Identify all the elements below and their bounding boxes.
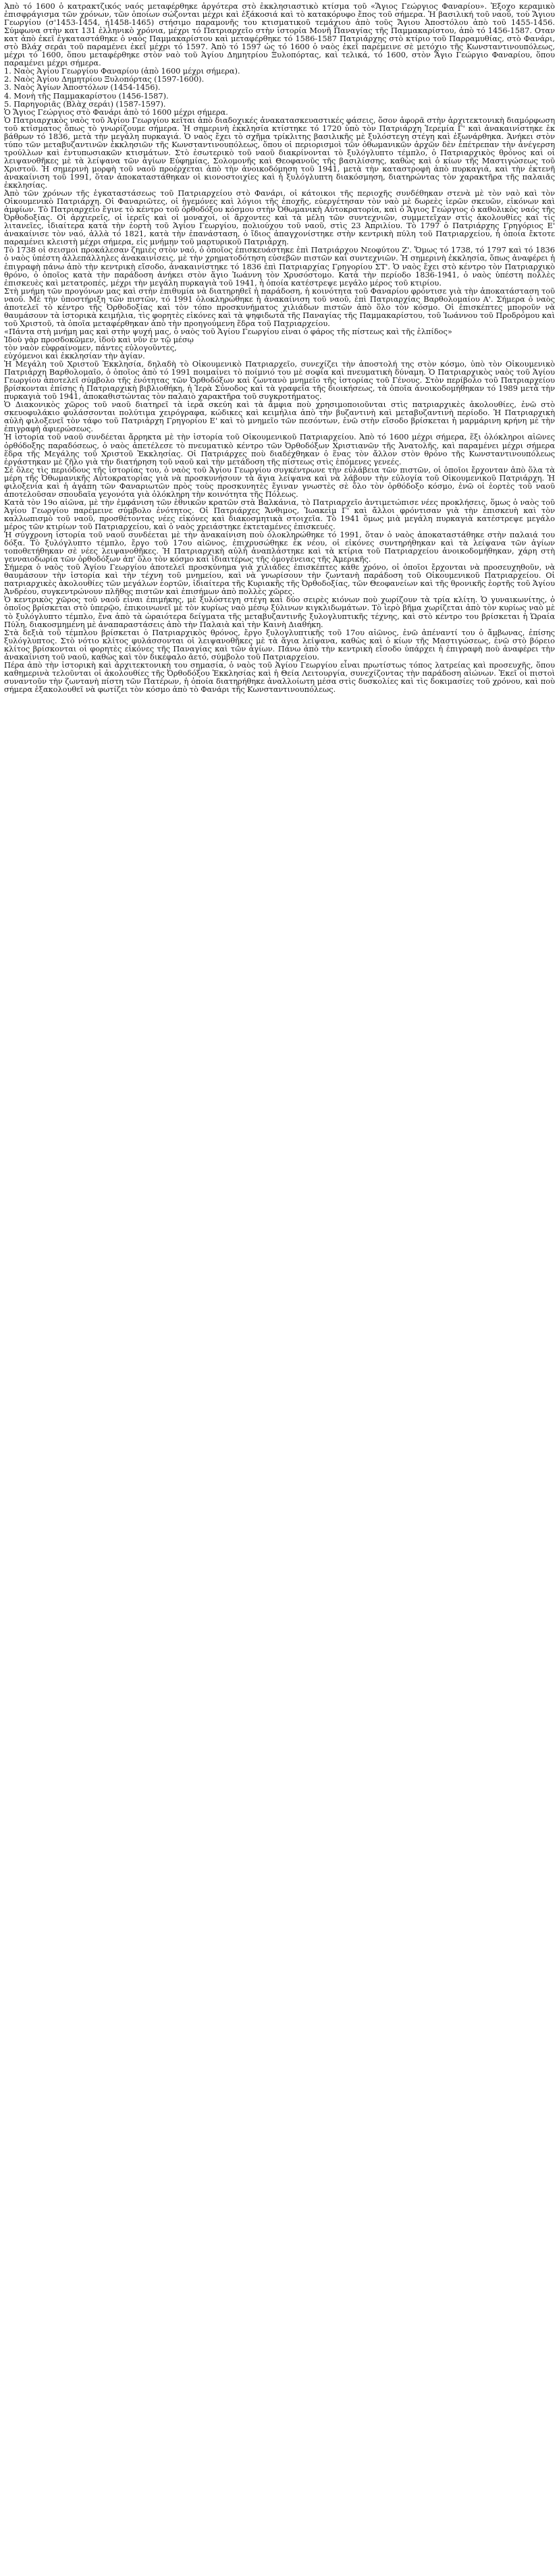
- paragraph-intro: Ἀπὸ τό 1600 ὁ κατρακτζικός ναός μεταφέρθηκε ἀργότερα στὸ ἐκκλησιαστικὸ κτίσμα τοῦ «Ἅγιος Γεώργιος Φαναρίου». Ἐξοχο κεραμικὸ ἐπισφράγισμα τῶν χρόνων, τῶν ὁποίων σώζονται μέχρι καὶ ἑξάκοσιά καὶ τὸ κατακόρυφο ἔπος τοῦ σήμερα. Ἡ βασιλική τοῦ ναοῦ, τοὺ Ἅγιου Γεωργίου (σ'1453-1454, ή1458-1465) στήσιμο παραμονῆς του κτισματικοῦ τεμάχιου ἀπὸ τοῦς Ἄγιου Ἀποστόλου ἀπὸ τοῦ 1455-1456. Σύμφωνα στὴν κατ 131 ἐλληνικὸ χρόνια, μέχρι τό Πατριαρχεῖο στὴν ἱστορία Μονῆ Παναγίας τῆς Παμμακαρίστου, ἀπὸ τό 1456-1587. Οταν κατ ἀπὸ ἐκεῖ ἐγκαταστάθηκε ὁ ναὸς Παμμακαρίστου καὶ μεταφέρθηκε τό 1586-1587 Πατριάρχης στὸ κτίριο τοῦ Παρραμυθίας, στὸ Φανάρι, στὸ Βλάχ σεράι τοῦ παραμένει ἐκεῖ μέχρι τό 1597. Ἀπὸ τό 1597 ὡς τό 1600 ὁ ναὸς ἐκεῖ παρέμεινε σὲ μετόχιο τῆς Κωνσταντινουπόλεως, μέχρι τό 1600, ὅπου μεταφέρθηκε στὸν ναὸ τοῦ Ἁγίου Δημητρίου Ξυλοπόρτας, καὶ τελικά, τό 1600, στὸν Ἅγιο Γεώργιο Φαναρίου, ὅπου παραμένει μέχρι σήμερα.: [4, 1, 555, 68]
- paragraph: Ὁ κεντρικὸς χῶρος τοῦ ναοῦ εἶναι ἐπιμήκης, μὲ ξυλόστεγη στέγη καὶ δύο σειρὲς κιόνων ποὺ χωρίζουν τὰ τρία κλίτη. Ὁ γυναικωνίτης, ὁ ὁποῖος βρίσκεται στὸ ὑπερῷο, ἐπικοινωνεῖ μὲ τὸν κυρίως ναὸ μέσῳ ξύλινων κιγκλιδωμάτων. Τὸ ἱερὸ βῆμα χωρίζεται ἀπὸ τὸν κυρίως ναὸ μὲ τὸ ξυλόγλυπτο τέμπλο, ἕνα ἀπὸ τὰ ὡραιότερα δείγματα τῆς μεταβυζαντινῆς ξυλογλυπτικῆς τέχνης, καὶ στὸ κέντρο του βρίσκεται ἡ Ὡραία Πύλη, διακοσμημένη μὲ ἀναπαραστάσεις ἀπὸ τὴν Παλαιὰ καὶ τὴν Καινὴ Διαθήκη.: [4, 595, 555, 629]
- verse-line: τὸν ναὸν εὐφραίνομεν, πάντες εὐλογοῦντες,: [4, 342, 177, 352]
- paragraph: Ἀπὸ τῶν χρόνων τῆς ἐγκαταστάσεως τοῦ Πατριαρχείου στὸ Φανάρι, οἱ κάτοικοι τῆς περιοχῆς συνδέθηκαν στενὰ μὲ τὸν ναὸ καὶ τὸν Οἰκουμενικὸ Πατριάρχη. Οἱ Φαναριῶτες, οἱ ἡγεμόνες καὶ λόγιοι τῆς ἐποχῆς, εὐεργέτησαν τὸν ναὸ μὲ δωρεὲς ἱερῶν σκευῶν, εἰκόνων καὶ ἀμφίων. Τὸ Πατριαρχεῖο ἔγινε τὸ κέντρο τοῦ ὀρθοδόξου κόσμου στὴν Ὀθωμανικὴ Αὐτοκρατορία, καὶ ὁ Ἅγιος Γεώργιος ὁ καθολικὸς ναός τῆς Ὀρθοδοξίας. Οἱ ἀρχιερεῖς, οἱ ἱερεῖς καὶ οἱ μοναχοί, οἱ ἄρχοντες καὶ τὰ μέλη τῶν συντεχνιῶν, συμμετεῖχαν στὶς ἀκολουθίες καὶ τὶς λιτανεῖες, ἰδιαίτερα κατὰ τὴν ἑορτὴ τοῦ Ἁγίου Γεωργίου, πολιούχου τοῦ ναοῦ, στὶς 23 Ἀπριλίου. Τὸ 1797 ὁ Πατριάρχης Γρηγόριος Ε' ἀνακαίνισε τὸν ναό, ἀλλὰ τό 1821, κατὰ τὴν ἐπανάσταση, ὁ ἴδιος ἀπαγχονίστηκε στὴν κεντρικὴ πύλη τοῦ Πατριαρχείου, ἡ ὁποία ἔκτοτε παραμένει κλειστὴ μέχρι σήμερα, εἰς μνήμην τοῦ μαρτυρικοῦ Πατριάρχη.: [4, 188, 555, 247]
- document-page: [4, 2, 555, 2573]
- paragraph: Στὴ μνήμη τῶν προγόνων μας καὶ στὴν ἐπιθυμία νὰ διατηρηθεῖ ἡ παράδοση, ἡ κοινότητα τοῦ Φαναρίου φρόντισε γιὰ τὴν ἀποκατάσταση τοῦ ναοῦ. Μὲ τὴν ὑποστήριξη τῶν πιστῶν, τό 1991 ὁλοκληρώθηκε ἡ ἀνακαίνιση τοῦ ναοῦ, ἐπὶ Πατριαρχίας Βαρθολομαίου Α'. Σήμερα ὁ ναὸς ἀποτελεῖ τὸ κέντρο τῆς Ὀρθοδοξίας καὶ τὸν τόπο προσκυνήματος χιλιάδων πιστῶν ἀπὸ ὅλο τὸν κόσμο. Οἱ ἐπισκέπτες μποροῦν νὰ θαυμάσουν τὰ ἱστορικὰ κειμήλια, τὶς φορητὲς εἰκόνες καὶ τὰ ψηφιδωτὰ τῆς Παναγίας τῆς Παμμακαρίστου, τοῦ Ἰωάννου τοῦ Προδρόμου καὶ τοῦ Χριστοῦ, τὰ ὁποῖα μεταφέρθηκαν ἀπὸ τὴν προηγούμενη ἕδρα τοῦ Πατριαρχείου.: [4, 286, 555, 328]
- paragraph-closing: Πέρα ἀπὸ τὴν ἱστορικὴ καὶ ἀρχιτεκτονικὴ του σημασία, ὁ ναὸς τοῦ Ἁγίου Γεωργίου εἶναι πρωτίστως τόπος λατρείας καὶ προσευχῆς, ὅπου καθημερινὰ τελοῦνται οἱ ἀκολουθίες τῆς Ὀρθοδόξου Ἐκκλησίας καὶ ἡ Θεία Λειτουργία, συνεχίζοντας τὴν παράδοση αἰώνων. Ἐκεῖ οἱ πιστοὶ συναντοῦν τὴν ζωντανὴ πίστη τῶν Πατέρων, ἡ ὁποία διατηρήθηκε ἀναλλοίωτη μέσα στὶς δυσκολίες καὶ τὶς δοκιμασίες τοῦ χρόνου, καὶ ποὺ σήμερα ἐξακολουθεῖ νὰ φωτίζει τὸν κόσμο ἀπὸ τὸ Φανάρι τῆς Κωνσταντινουπόλεως.: [4, 660, 555, 694]
- paragraph: Ἡ Μεγάλη τοῦ Χριστοῦ Ἐκκλησία, δηλαδὴ τὸ Οἰκουμενικὸ Πατριαρχεῖο, συνεχίζει τὴν ἀποστολή της στὸν κόσμο, ὑπὸ τὸν Οἰκουμενικὸ Πατριάρχη Βαρθολομαῖο, ὁ ὁποῖος ἀπὸ τό 1991 ποιμαίνει τὸ ποίμνιό του μὲ σοφία καὶ πνευματικὴ δύναμη. Ὁ Πατριαρχικὸς ναὸς τοῦ Ἁγίου Γεωργίου ἀποτελεῖ σύμβολο τῆς ἑνότητας τῶν Ὀρθοδόξων καὶ ζωντανὸ μνημεῖο τῆς ἱστορίας τοῦ Γένους. Στὸν περίβολο τοῦ Πατριαρχείου βρίσκονται ἐπίσης ἡ Πατριαρχικὴ βιβλιοθήκη, ἡ Ἱερὰ Σύνοδος καὶ τὰ γραφεῖα τῆς διοικήσεως, τὰ ὁποῖα ἀνοικοδομήθηκαν τό 1989 μετὰ τὴν πυρκαγιὰ τοῦ 1941, ἀποκαθιστώντας τὸν παλαιὸ χαρακτῆρα τοῦ συγκροτήματος.: [4, 359, 555, 402]
- paragraph: Ἡ σύγχρονη ἱστορία τοῦ ναοῦ συνδέεται μὲ τὴν ἀνακαίνιση ποὺ ὁλοκληρώθηκε τό 1991, ὅταν ὁ ναὸς ἀποκαταστάθηκε στὴν παλαιά του δόξα. Τὸ ξυλόγλυπτο τέμπλο, ἔργο τοῦ 17ου αἰῶνος, ἐπιχρυσώθηκε ἐκ νέου, οἱ εἰκόνες συντηρήθηκαν καὶ τὰ λείψανα τῶν ἁγίων τοποθετήθηκαν σὲ νέες λειψανοθῆκες. Ἡ Πατριαρχικὴ αὐλὴ ἀναπλάστηκε καὶ τὰ κτίρια τοῦ Πατριαρχείου ἀνοικοδομήθηκαν, χάρη στὴ γενναιοδωρία τῶν ὀρθοδόξων ἀπ' ὅλο τὸν κόσμο καὶ ἰδιαιτέρως τῆς ὁμογένειας τῆς Ἀμερικῆς.: [4, 530, 555, 564]
- paragraph: Ἡ ἱστορία τοῦ ναοῦ συνδέεται ἄρρηκτα μὲ τὴν ἱστορία τοῦ Οἰκουμενικοῦ Πατριαρχείου. Ἀπὸ τό 1600 μέχρι σήμερα, ἕξι ὁλόκληροι αἰῶνες ὀρθόδοξης παραδόσεως, ὁ ναὸς ἀπετέλεσε τὸ πνευματικὸ κέντρο τῶν Ὀρθοδόξων Χριστιανῶν τῆς Ἀνατολῆς, καὶ παραμένει μέχρι σήμερα ἕδρα τῆς Μεγάλης τοῦ Χριστοῦ Ἐκκλησίας. Οἱ Πατριάρχες ποὺ διαδέχθηκαν ὁ ἕνας τὸν ἄλλον στὸν θρόνο τῆς Κωνσταντινουπόλεως ἐργάστηκαν μὲ ζῆλο γιὰ τὴν διατήρηση τοῦ ναοῦ καὶ τὴν μετάδοση τῆς πίστεως στὶς ἑπόμενες γενεές.: [4, 432, 555, 466]
- paragraph: Σήμερα ὁ ναὸς τοῦ Ἁγίου Γεωργίου ἀποτελεῖ προσκύνημα γιὰ χιλιάδες ἐπισκέπτες κάθε χρόνο, οἱ ὁποῖοι ἔρχονται νὰ προσευχηθοῦν, νὰ θαυμάσουν τὴν ἱστορία καὶ τὴν τέχνη τοῦ μνημείου, καὶ νὰ γνωρίσουν τὴν ζωντανὴ παράδοση τοῦ Οἰκουμενικοῦ Πατριαρχείου. Οἱ πατριαρχικὲς ἀκολουθίες τῶν μεγάλων ἑορτῶν, ἰδιαίτερα τῆς Κυριακῆς τῆς Ὀρθοδοξίας, τῶν Θεοφανείων καὶ τῆς θρονικῆς ἑορτῆς τοῦ Ἁγίου Ἀνδρέου, συγκεντρώνουν πλῆθος πιστῶν καὶ ἐπισήμων ἀπὸ πολλὲς χῶρες.: [4, 562, 555, 597]
- paragraph: Ὁ Πατριαρχικὸς ναὸς τοῦ Ἁγίου Γεωργίου κεῖται ἀπὸ διαδοχικές ἀνακατασκευαστικές φάσεις, ὅσον ἀφορᾶ στὴν ἀρχιτεκτονικὴ διαμόρφωση τοῦ κτίσματος ὅπως τὸ γνωρίζουμε σήμερα. Ἡ σημερινὴ ἐκκλησία κτίστηκε τό 1720 ὑπὸ τὸν Πατριάρχη Ἱερεμία Γ' καὶ ἀνακαινίστηκε ἐκ βάθρων τό 1836, μετὰ τὴν μεγάλη πυρκαγιά. Ὁ ναὸς ἔχει τὸ σχῆμα τρίκλιτης βασιλικῆς μὲ ξυλόστεγη στέγη καὶ ἐξωνάρθηκα. Ἀνήκει στὸν τύπο τῶν μεταβυζαντινῶν ἐκκλησιῶν τῆς Κωνσταντινουπόλεως, ὅπου οἱ περιορισμοὶ τῶν ὀθωμανικῶν ἀρχῶν δὲν ἐπέτρεπαν τὴν ἀνέγερση τρούλλων καὶ ἐντυπωσιακῶν κτισμάτων. Στὸ ἐσωτερικὸ τοῦ ναοῦ διακρίνονται τὸ ξυλόγλυπτο τέμπλο, ὁ Πατριαρχικὸς θρόνος καὶ οἱ λειψανοθῆκες μὲ τὰ λείψανα τῶν ἁγίων Εὐφημίας, Σολομονῆς καὶ Θεοφανοῦς τῆς βασιλίσσης, καθὼς καὶ ὁ κίων τῆς Μαστιγώσεως τοῦ Χριστοῦ. Ἡ σημερινὴ μορφὴ τοῦ ναοῦ προέρχεται ἀπὸ τὴν ἀνοικοδόμηση τοῦ 1941, μετὰ τὴν καταστροφὴ ἀπὸ πυρκαγιά, καὶ τὴν ἐκτενῆ ἀνακαίνιση τοῦ 1991, ὅταν ἀποκαταστάθηκαν οἱ κιονοστοιχίες καὶ ἡ ξυλόγλυπτη διακόσμηση, διατηρώντας τὸν χαρακτῆρα τῆς παλαιᾶς ἐκκλησίας.: [4, 115, 555, 190]
- list-item-location-1: 1. Ναὸς Ἁγίου Γεωργίου Φαναρίου (ἀπὸ 1600 μέχρι σήμερα).: [4, 66, 240, 76]
- paragraph: Στὰ δεξιὰ τοῦ τέμπλου βρίσκεται ὁ Πατριαρχικὸς θρόνος, ἔργο ξυλογλυπτικῆς τοῦ 17ου αἰῶνος, ἐνῶ ἀπέναντί του ὁ ἄμβωνας, ἐπίσης ξυλόγλυπτος. Στὸ νότιο κλίτος φυλάσσονται οἱ λειψανοθῆκες μὲ τὰ ἅγια λείψανα, καθὼς καὶ ὁ κίων τῆς Μαστιγώσεως, ἐνῶ στὸ βόρειο κλίτος βρίσκονται οἱ φορητὲς εἰκόνες τῆς Παναγίας καὶ τῶν ἁγίων. Πάνω ἀπὸ τὴν κεντρικὴ εἴσοδο ὑπάρχει ἡ ἐπιγραφὴ ποὺ ἀναφέρει τὴν ἀνακαίνιση τοῦ ναοῦ, καθὼς καὶ τὸν δικέφαλο ἀετό, σύμβολο τοῦ Πατριαρχείου.: [4, 627, 555, 662]
- list-item-location-2: 2. Ναὸς Ἁγίου Δημητρίου Ξυλοπόρτας (1597-1600).: [4, 74, 205, 84]
- paragraph: Σὲ ὅλες τὶς περιόδους τῆς ἱστορίας του, ὁ ναὸς τοῦ Ἁγίου Γεωργίου συγκέντρωνε τὴν εὐλάβεια τῶν πιστῶν, οἱ ὁποῖοι ἔρχονταν ἀπὸ ὅλα τὰ μέρη τῆς Ὀθωμανικῆς Αὐτοκρατορίας γιὰ νὰ προσκυνήσουν τὰ ἅγια λείψανα καὶ νὰ λάβουν τὴν εὐλογία τοῦ Οἰκουμενικοῦ Πατριάρχη. Ἡ φιλοξενία καὶ ἡ ἀγάπη τῶν Φαναριωτῶν πρὸς τοὺς προσκυνητὲς ἔγιναν γνωστὲς σὲ ὅλο τὸν ὀρθόδοξο κόσμο, ἐνῶ οἱ ἑορτὲς τοῦ ναοῦ ἀποτελοῦσαν σπουδαῖα γεγονότα γιὰ ὁλόκληρη τὴν κοινότητα τῆς Πόλεως.: [4, 464, 555, 499]
- verse-line: εὐχόμενοι καὶ ἐκκλησίαν τὴν ἁγίαν.: [4, 351, 145, 361]
- paragraph: Ὁ Διακονικὸς χῶρος τοῦ ναοῦ διατηρεῖ τὰ ἱερὰ σκεύη καὶ τὰ ἄμφια ποὺ χρησιμοποιοῦνται στὶς πατριαρχικὲς ἀκολουθίες, ἐνῶ στὸ σκευοφυλάκιο φυλάσσονται πολύτιμα χειρόγραφα, κώδικες καὶ κειμήλια ἀπὸ τὴν βυζαντινὴ καὶ μεταβυζαντινὴ περίοδο. Ἡ Πατριαρχικὴ αὐλὴ φιλοξενεῖ τὸν τάφο τοῦ Πατριάρχη Γρηγορίου Ε' καὶ τὸ μνημεῖο τῶν πεσόντων, ἐνῶ στὴν εἴσοδο βρίσκεται ἡ μαρμάρινη κρήνη μὲ τὴν ἐπιγραφὴ ἀφιερώσεως.: [4, 400, 555, 434]
- quote-line: «Πάντα στὴ μνήμη μας καὶ στὴν ψυχή μας, ὁ ναὸς τοῦ Ἁγίου Γεωργίου εἶναι ὁ φάρος τῆς πίστεως καὶ τῆς ἐλπίδος»: [4, 326, 452, 336]
- verse-line: Ἰδοὺ γὰρ προσδοκῶμεν, ἰδοὺ καὶ νῦν ἐν τῷ μέσῳ: [4, 334, 194, 344]
- paragraph: Κατὰ τὸν 19ο αἰῶνα, μὲ τὴν ἐμφάνιση τῶν ἐθνικῶν κρατῶν στὰ Βαλκάνια, τὸ Πατριαρχεῖο ἀντιμετώπισε νέες προκλήσεις, ὅμως ὁ ναὸς τοῦ Ἁγίου Γεωργίου παρέμεινε σύμβολο ἑνότητος. Οἱ Πατριάρχες Ἄνθιμος, Ἰωακεὶμ Γ' καὶ ἄλλοι φρόντισαν γιὰ τὴν ἐπισκευὴ καὶ τὸν καλλωπισμὸ τοῦ ναοῦ, προσθέτοντας νέες εἰκόνες καὶ διακοσμητικὰ στοιχεῖα. Τὸ 1941 ὅμως μιὰ μεγάλη πυρκαγιὰ κατέστρεψε μεγάλο μέρος τῶν κτιρίων τοῦ Πατριαρχείου, καὶ ὁ ναὸς χρειάστηκε ἐκτεταμένες ἐπισκευές.: [4, 497, 555, 531]
- paragraph: Τὸ 1738 οἱ σεισμοὶ προκάλεσαν ζημιὲς στὸν ναό, ὁ ὁποῖος ἐπισκευάστηκε ἐπὶ Πατριάρχου Νεοφύτου Ζ'. Ὅμως τό 1738, τό 1797 καὶ τό 1836 ὁ ναὸς ὑπέστη ἀλλεπάλληλες ἀνακαινίσεις, μὲ τὴν χρηματοδότηση εὐσεβῶν πιστῶν καὶ συντεχνιῶν. Ἡ σημερινὴ ἐκκλησία, ὅπως ἀναφέρει ἡ ἐπιγραφὴ πάνω ἀπὸ τὴν κεντρικὴ εἴσοδο, ἀνακαινίστηκε τό 1836 ἐπὶ Πατριαρχίας Γρηγορίου ΣΤ'. Ὁ ναὸς ἔχει στὸ κέντρο τὸν Πατριαρχικὸ θρόνο, ὁ ὁποῖος κατὰ τὴν παράδοση ἀνήκει στὸν ἅγιο Ἰωάννη τὸν Χρυσόστομο. Κατὰ τὴν περίοδο 1836-1941, ὁ ναὸς ὑπέστη πολλὲς ἐπισκευὲς καὶ μετατροπές, μέχρι τὴν μεγάλη πυρκαγιὰ τοῦ 1941, ἡ ὁποία κατέστρεψε μεγάλο μέρος τοῦ κτιρίου.: [4, 245, 555, 288]
- list-item-location-3: 3. Ναὸς Ἁγίων Ἀποστόλων (1454-1456).: [4, 82, 161, 92]
- list-item-location-5: 5. Παρηγοριᾶς (Βλὰχ σεράι) (1587-1597).: [4, 99, 166, 109]
- list-item-location-4: 4. Μονὴ τῆς Παμμακαρίστου (1456-1587).: [4, 90, 169, 101]
- section-heading: Ὁ Ἅγιος Γεώργιος στὸ Φανάρι ἀπὸ τό 1600 μέχρι σήμερα.: [4, 107, 228, 117]
